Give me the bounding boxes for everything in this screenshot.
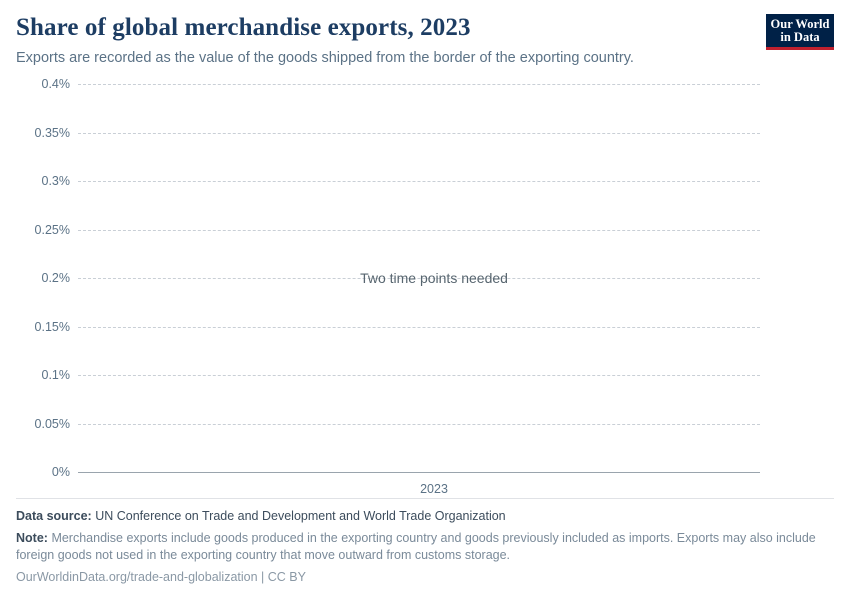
chart-header — [16, 14, 834, 68]
gridline-0.25 — [78, 230, 760, 231]
license-text[interactable]: OurWorldinData.org/trade-and-globalization | CC BY — [16, 569, 306, 584]
gridline-0.1 — [78, 375, 760, 376]
gridline-0.35 — [78, 133, 760, 134]
x-tick-label: 2023 — [420, 482, 448, 497]
y-tick-label: 0.4% — [41, 77, 70, 92]
data-source-value: UN Conference on Trade and Development and World Trade Organization — [95, 509, 506, 523]
note-label: Note: — [16, 530, 48, 545]
y-tick-label: 0.2% — [41, 271, 70, 286]
data-source-row — [16, 508, 834, 526]
y-tick-label: 0.1% — [41, 368, 70, 383]
owid-logo-line1: Our World — [770, 17, 830, 31]
y-tick-label: 0.25% — [34, 222, 70, 237]
y-tick-label: 0% — [51, 465, 70, 480]
y-tick-label: 0.35% — [34, 125, 70, 140]
owid-logo[interactable] — [766, 14, 834, 50]
gridline-0.3 — [78, 181, 760, 182]
y-tick-label: 0.15% — [34, 319, 70, 334]
axis-line-x — [78, 472, 760, 473]
plot-area — [16, 77, 834, 504]
gridline-0.05 — [78, 424, 760, 425]
chart-empty-message: Two time points needed — [360, 270, 508, 287]
plot-canvas — [16, 77, 834, 504]
gridline-0.15 — [78, 327, 760, 328]
chart-footer — [16, 498, 834, 586]
y-tick-label: 0.05% — [34, 416, 70, 431]
chart-subtitle: Exports are recorded as the value of the goods shipped from the border of the exporting country. — [16, 49, 634, 66]
note-value: Merchandise exports include goods produced in the exporting country and goods previously included as imports. Exports may also include foreign goods not used in the exporting country that move outward from customs storage. — [16, 530, 816, 562]
gridline-0.4 — [78, 84, 760, 85]
note-row — [16, 530, 834, 565]
data-source-label: Data source: — [16, 509, 92, 523]
y-tick-label: 0.3% — [41, 174, 70, 189]
page-title: Share of global merchandise exports, 2023 — [16, 14, 471, 41]
owid-logo-line2: in Data — [780, 30, 820, 44]
